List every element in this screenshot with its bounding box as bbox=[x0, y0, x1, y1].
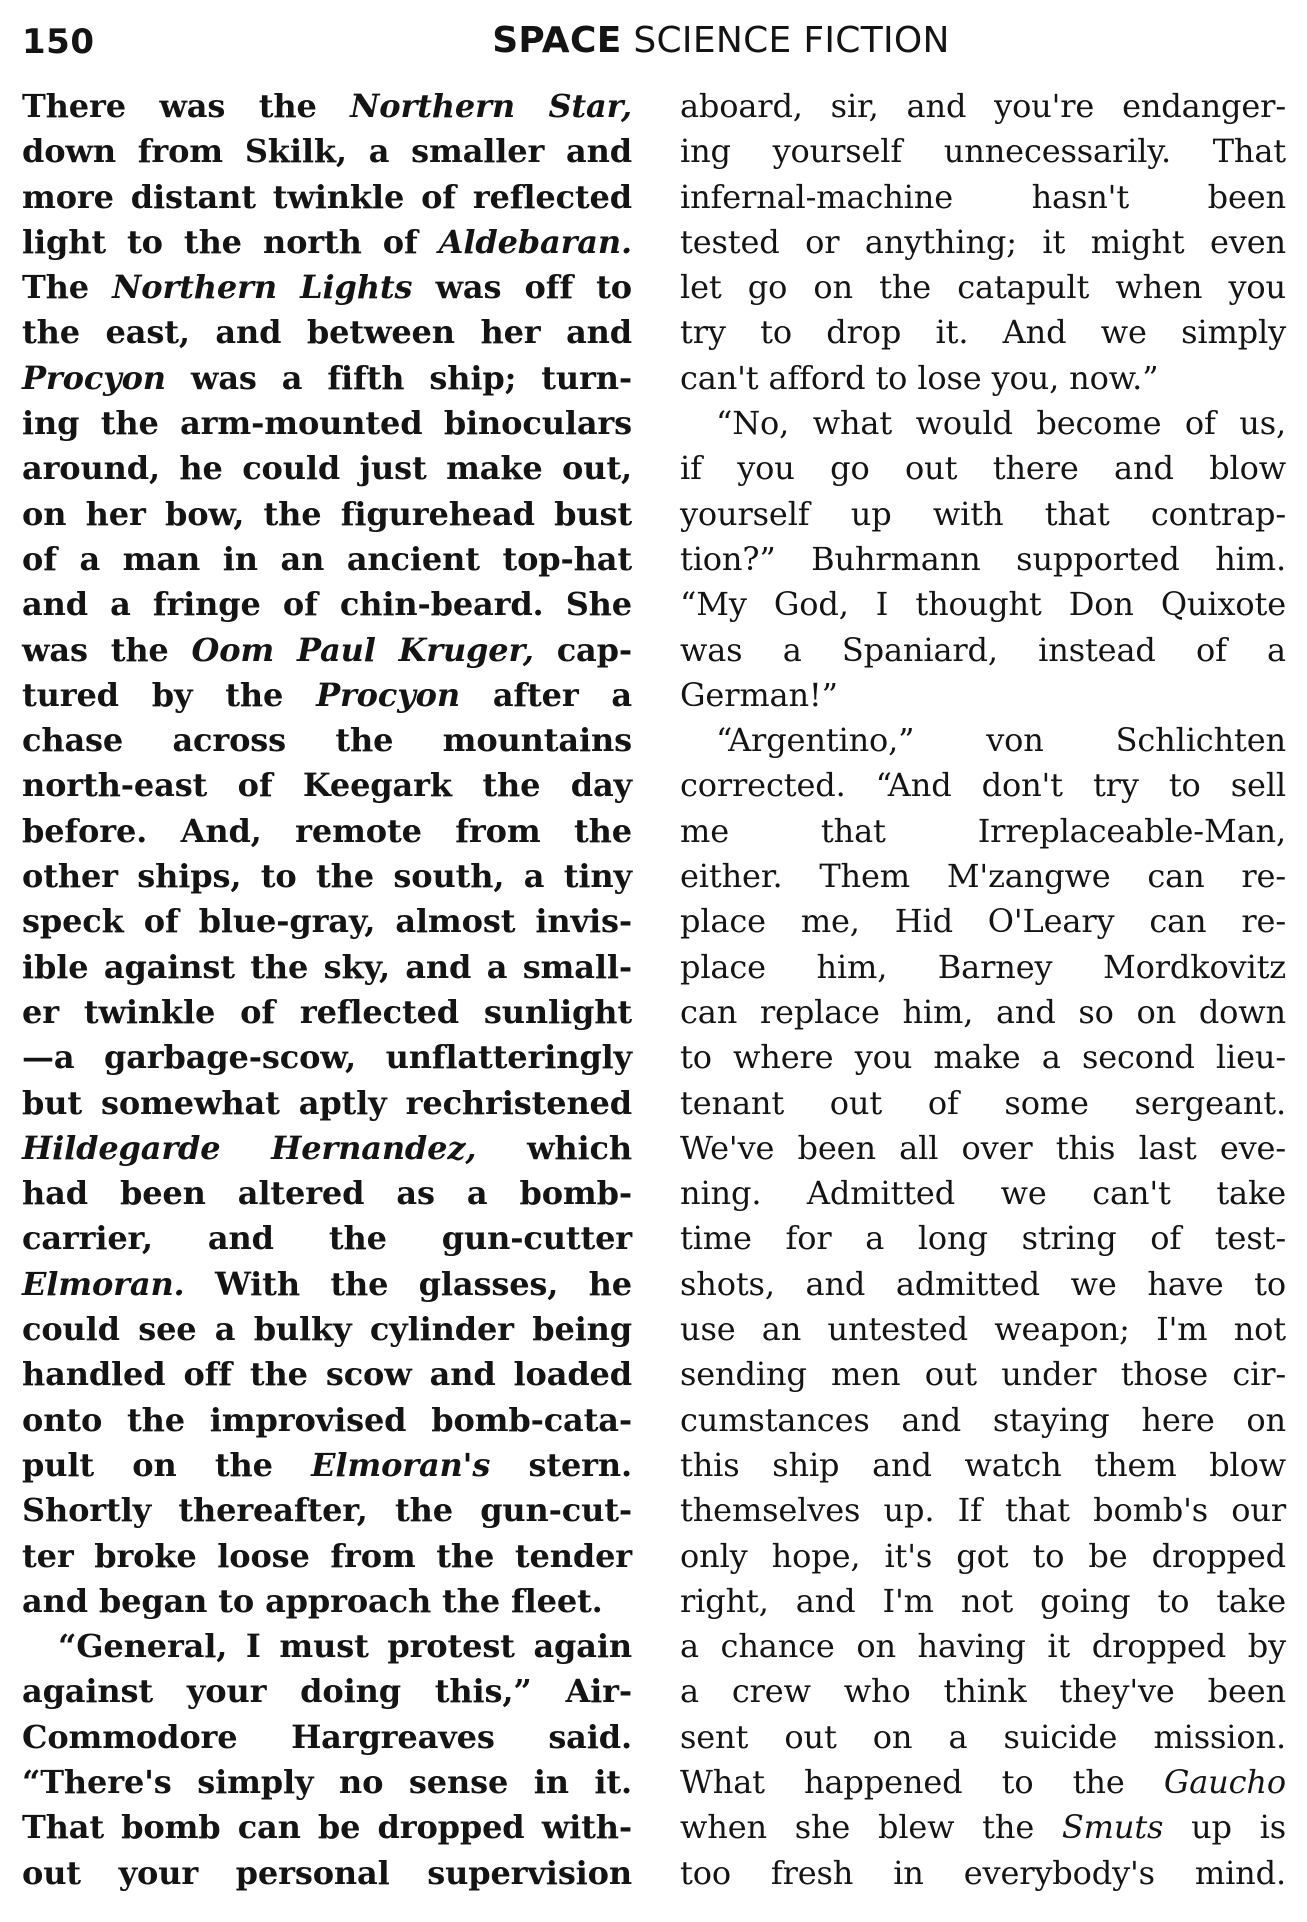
text-run: speck of blue-gray, almost invis- bbox=[22, 902, 632, 941]
text-run: shots, and admitted we have to bbox=[680, 1264, 1286, 1303]
text-run: can replace him, and so on down bbox=[680, 992, 1286, 1031]
text-run: “No, what would become of us, bbox=[716, 404, 1286, 443]
text-line bbox=[680, 1715, 1286, 1760]
right-text-column bbox=[680, 84, 1286, 1896]
text-line bbox=[680, 1171, 1286, 1216]
text-line bbox=[22, 899, 632, 944]
text-run: of a man in an ancient top-hat bbox=[22, 539, 632, 578]
text-line bbox=[22, 673, 632, 718]
text-run: more distant twinkle of reflected bbox=[22, 177, 632, 216]
text-run: With the glasses, he bbox=[184, 1264, 632, 1303]
text-line bbox=[22, 129, 632, 174]
text-run: but somewhat aptly rechristened bbox=[22, 1083, 632, 1122]
text-run: We've been all over this last eve- bbox=[680, 1128, 1286, 1167]
text-line bbox=[22, 401, 632, 446]
text-run: yourself up with that contrap- bbox=[680, 494, 1286, 533]
text-run: place him, Barney Mordkovitz bbox=[680, 947, 1286, 986]
text-line bbox=[680, 220, 1286, 265]
text-line bbox=[680, 1624, 1286, 1669]
text-run: up is bbox=[1163, 1808, 1286, 1847]
text-line bbox=[680, 1262, 1286, 1307]
text-line bbox=[22, 1171, 632, 1216]
text-run: chase across the mountains bbox=[22, 721, 632, 760]
italic-text-run: Oom Paul Kruger, bbox=[191, 630, 534, 669]
italic-text-run: Elmoran. bbox=[22, 1264, 185, 1303]
text-line bbox=[680, 1126, 1286, 1171]
text-line bbox=[22, 220, 632, 265]
text-line bbox=[680, 1352, 1286, 1397]
text-line bbox=[680, 175, 1286, 220]
text-run: ning. Admitted we can't take bbox=[680, 1174, 1286, 1213]
text-line bbox=[680, 718, 1286, 763]
text-run: use an untested weapon; I'm not bbox=[680, 1310, 1286, 1349]
text-run: after a bbox=[459, 675, 632, 714]
text-run: pult on the bbox=[22, 1445, 312, 1484]
text-line bbox=[680, 1579, 1286, 1624]
italic-text-run: Aldebaran. bbox=[438, 222, 632, 261]
text-line bbox=[22, 1579, 632, 1624]
text-run: north-east of Keegark the day bbox=[22, 766, 632, 805]
text-line bbox=[680, 1443, 1286, 1488]
text-run: There was the bbox=[22, 87, 351, 125]
italic-text-run: Procyon bbox=[316, 675, 460, 714]
text-line bbox=[680, 673, 1286, 718]
text-line bbox=[22, 1081, 632, 1126]
text-line bbox=[22, 1398, 632, 1443]
text-run: sending men out under those cir- bbox=[680, 1355, 1286, 1394]
text-run: “There's simply no sense in it. bbox=[22, 1762, 632, 1801]
italic-text-run: Gaucho bbox=[1163, 1762, 1286, 1801]
text-line bbox=[22, 1534, 632, 1579]
text-run: handled off the scow and loaded bbox=[22, 1355, 632, 1394]
text-run: can't afford to lose you, now.” bbox=[680, 358, 1159, 397]
text-run: carrier, and the gun-cutter bbox=[22, 1219, 632, 1258]
text-line bbox=[680, 582, 1286, 627]
text-line bbox=[680, 401, 1286, 446]
running-title bbox=[22, 20, 1290, 61]
text-run: could see a bulky cylinder being bbox=[22, 1310, 632, 1349]
text-line bbox=[22, 1262, 632, 1307]
text-run: when she blew the bbox=[680, 1808, 1062, 1847]
text-run: was a Spaniard, instead of a bbox=[680, 630, 1286, 669]
text-run: and began to approach the fleet. bbox=[22, 1581, 603, 1620]
text-run: place me, Hid O'Leary can re- bbox=[680, 902, 1286, 941]
italic-text-run: Northern Lights bbox=[112, 268, 413, 307]
text-run: time for a long string of test- bbox=[680, 1219, 1286, 1258]
running-title-rest: SCIENCE FICTION bbox=[633, 20, 950, 61]
text-run: ible against the sky, and a small- bbox=[22, 947, 632, 986]
text-run: against your doing this,” Air- bbox=[22, 1672, 632, 1711]
text-line bbox=[22, 175, 632, 220]
text-line bbox=[680, 310, 1286, 355]
text-line bbox=[22, 854, 632, 899]
text-run: That bomb can be dropped with- bbox=[22, 1808, 632, 1847]
text-run: this ship and watch them blow bbox=[680, 1445, 1286, 1484]
text-line bbox=[22, 1669, 632, 1714]
text-line bbox=[680, 129, 1286, 174]
italic-text-run: Procyon bbox=[22, 358, 166, 397]
text-run: tured by the bbox=[22, 675, 317, 714]
text-run: —a garbage-scow, unflatteringly bbox=[22, 1038, 632, 1077]
text-run: onto the improvised bomb-cata- bbox=[22, 1400, 632, 1439]
text-line bbox=[680, 854, 1286, 899]
text-run: “Argentino,” von Schlichten bbox=[716, 721, 1286, 760]
text-line bbox=[22, 1805, 632, 1850]
text-run: was off to bbox=[412, 268, 632, 307]
text-run: try to drop it. And we simply bbox=[680, 313, 1286, 352]
text-line bbox=[680, 84, 1286, 129]
text-line bbox=[22, 1624, 632, 1669]
running-title-bold: SPACE bbox=[492, 20, 622, 61]
text-line bbox=[680, 537, 1286, 582]
text-run: and a fringe of chin-beard. She bbox=[22, 585, 632, 624]
text-run: let go on the catapult when you bbox=[680, 268, 1286, 307]
text-run: if you go out there and blow bbox=[680, 449, 1286, 488]
text-line bbox=[680, 628, 1286, 673]
text-run: had been altered as a bomb- bbox=[22, 1174, 632, 1213]
text-line bbox=[22, 537, 632, 582]
text-run: ing the arm-mounted binoculars bbox=[22, 404, 632, 443]
text-line bbox=[680, 446, 1286, 491]
text-line bbox=[680, 899, 1286, 944]
text-run: only hope, it's got to be dropped bbox=[680, 1536, 1286, 1575]
text-run: to where you make a second lieu- bbox=[680, 1038, 1286, 1077]
text-run: either. Them M'zangwe can re- bbox=[680, 857, 1286, 896]
text-line bbox=[22, 1488, 632, 1533]
italic-text-run: Smuts bbox=[1061, 1808, 1164, 1847]
text-line bbox=[680, 990, 1286, 1035]
text-run: me that Irreplaceable-Man, bbox=[680, 811, 1286, 850]
text-line bbox=[22, 718, 632, 763]
text-run: tion?” Buhrmann supported him. bbox=[680, 539, 1286, 578]
text-run: The bbox=[22, 268, 113, 307]
text-line bbox=[680, 265, 1286, 310]
text-line bbox=[22, 1216, 632, 1261]
text-line bbox=[22, 310, 632, 355]
text-line bbox=[22, 945, 632, 990]
text-run: ing yourself unnecessarily. That bbox=[680, 132, 1286, 171]
text-line bbox=[22, 763, 632, 808]
text-line bbox=[22, 582, 632, 627]
text-run: before. And, remote from the bbox=[22, 811, 632, 850]
text-line bbox=[22, 1352, 632, 1397]
text-run: too fresh in everybody's mind. bbox=[680, 1853, 1286, 1892]
text-line bbox=[22, 446, 632, 491]
text-run: a chance on having it dropped by bbox=[680, 1627, 1286, 1666]
text-run: a crew who think they've been bbox=[680, 1672, 1286, 1711]
text-run: ter broke loose from the tender bbox=[22, 1536, 632, 1575]
text-line bbox=[680, 1488, 1286, 1533]
text-run: stern. bbox=[490, 1445, 632, 1484]
text-run: German!” bbox=[680, 675, 838, 714]
text-run: infernal-machine hasn't been bbox=[680, 177, 1286, 216]
text-run: which bbox=[476, 1128, 632, 1167]
text-line bbox=[680, 1851, 1286, 1896]
text-run: on her bow, the figurehead bust bbox=[22, 494, 632, 533]
text-run: aboard, sir, and you're endanger- bbox=[680, 87, 1286, 125]
text-line bbox=[680, 1805, 1286, 1850]
text-line bbox=[22, 1443, 632, 1488]
text-line bbox=[22, 809, 632, 854]
text-line bbox=[680, 1035, 1286, 1080]
text-run: was a fifth ship; turn- bbox=[165, 358, 632, 397]
text-run: around, he could just make out, bbox=[22, 449, 632, 488]
text-run: sent out on a suicide mission. bbox=[680, 1717, 1286, 1756]
text-line bbox=[22, 628, 632, 673]
text-line bbox=[680, 1398, 1286, 1443]
text-line bbox=[680, 1081, 1286, 1126]
text-line bbox=[22, 1851, 632, 1896]
text-run: “General, I must protest again bbox=[58, 1627, 632, 1666]
text-run: What happened to the bbox=[680, 1762, 1164, 1801]
italic-text-run: Hildegarde Hernandez, bbox=[22, 1128, 477, 1167]
text-run: er twinkle of reflected sunlight bbox=[22, 992, 632, 1031]
text-line bbox=[680, 809, 1286, 854]
text-line bbox=[22, 356, 632, 401]
text-run: cap- bbox=[533, 630, 632, 669]
italic-text-run: Elmoran's bbox=[311, 1445, 491, 1484]
text-line bbox=[22, 1126, 632, 1171]
text-line bbox=[22, 492, 632, 537]
text-run: down from Skilk, a smaller and bbox=[22, 132, 632, 171]
text-line bbox=[22, 1035, 632, 1080]
text-line bbox=[22, 84, 632, 129]
text-run: other ships, to the south, a tiny bbox=[22, 857, 632, 896]
text-line bbox=[680, 1534, 1286, 1579]
text-run: themselves up. If that bomb's our bbox=[680, 1491, 1286, 1530]
text-run: light to the north of bbox=[22, 222, 439, 261]
text-line bbox=[680, 1760, 1286, 1805]
text-run: Shortly thereafter, the gun-cut- bbox=[22, 1491, 632, 1530]
text-line bbox=[680, 763, 1286, 808]
text-line bbox=[22, 990, 632, 1035]
text-run: tenant out of some sergeant. bbox=[680, 1083, 1286, 1122]
text-line bbox=[680, 492, 1286, 537]
text-run: out your personal supervision bbox=[22, 1853, 632, 1892]
page-header bbox=[22, 18, 1290, 68]
page-number: 150 bbox=[22, 22, 95, 62]
text-line bbox=[22, 1760, 632, 1805]
text-line bbox=[22, 1715, 632, 1760]
italic-text-run: Northern Star, bbox=[350, 87, 632, 125]
text-run: “My God, I thought Don Quixote bbox=[680, 585, 1286, 624]
text-line bbox=[680, 356, 1286, 401]
text-run: cumstances and staying here on bbox=[680, 1400, 1286, 1439]
text-line bbox=[22, 1307, 632, 1352]
text-run: Commodore Hargreaves said. bbox=[22, 1717, 632, 1756]
text-run: was the bbox=[22, 630, 192, 669]
text-line bbox=[680, 1216, 1286, 1261]
text-run: right, and I'm not going to take bbox=[680, 1581, 1286, 1620]
text-run: tested or anything; it might even bbox=[680, 222, 1286, 261]
left-text-column bbox=[22, 84, 632, 1896]
text-line bbox=[680, 945, 1286, 990]
text-run: corrected. “And don't try to sell bbox=[680, 766, 1286, 805]
text-line bbox=[22, 265, 632, 310]
text-run: the east, and between her and bbox=[22, 313, 632, 352]
text-line bbox=[680, 1307, 1286, 1352]
text-line bbox=[680, 1669, 1286, 1714]
